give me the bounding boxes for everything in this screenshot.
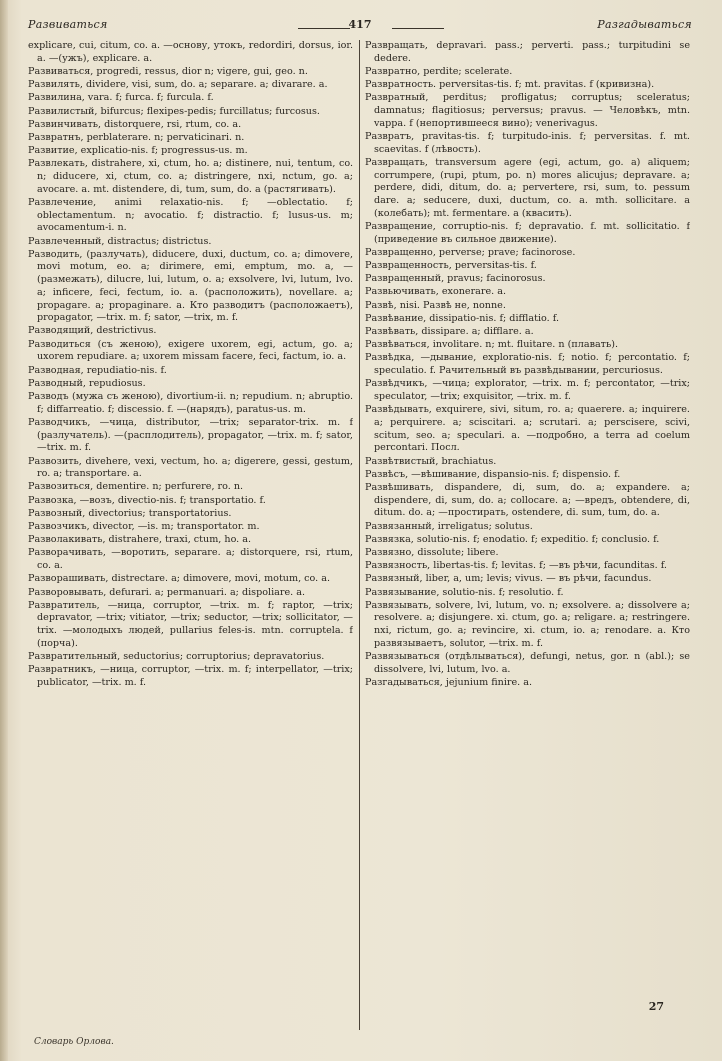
dictionary-entry: Развозка, —возъ, divectio-nis. f; transportatio. f. bbox=[28, 494, 266, 506]
sheet-number: 27 bbox=[648, 1000, 664, 1013]
dictionary-entry: Разводный, repudiosus. bbox=[28, 377, 146, 389]
dictionary-entry: Развлеченный, distractus; districtus. bbox=[28, 235, 212, 247]
dictionary-entry: Разводить, (разлучать), diducere, duxi, ductum, co. a; dimovere, movi motum, eo. a; dirimere, emi, emptum, mo. a, —(размежать), dilucre, lui, lutum, o. a; exsolvere, lvi, lutum, lvo. a; inficere, feci, fectum, io. a. (расположить), novellare. a; propagare. a; propaginare. a. Кто разводитъ (расположаетъ), propagator, —trix. m. f; sator, —trix, m. f. bbox=[28, 248, 353, 324]
dictionary-entry: Развилять, dividere, visi, sum, do. a; separare. a; divarare. a. bbox=[28, 79, 328, 91]
column-divider bbox=[359, 40, 360, 1030]
header-rule-right bbox=[392, 28, 444, 29]
page-header bbox=[28, 18, 692, 38]
dictionary-entry: Развязанный, irreligatus; solutus. bbox=[365, 520, 533, 532]
dictionary-entry: Развозиться, dementire. n; perfurere, ro. n. bbox=[28, 481, 244, 493]
dictionary-entry: Развѣваться, involitare. n; mt. fluitare. n (плавать). bbox=[365, 339, 619, 351]
dictionary-entry: Развозчикъ, divector, —is. m; transportator. m. bbox=[28, 521, 260, 533]
dictionary-entry: Развинчивать, distorquere, rsi, rtum, co. a. bbox=[28, 118, 242, 130]
dictionary-entry: Разводиться (съ женою), exigere uxorem, egi, actum, go. a; uxorem repudiare. a; uxorem missam facere, feci, factum, io. a. bbox=[28, 338, 353, 363]
dictionary-entry: Развратникъ, —ница, corruptor, —trix. m. f; interpellator, —trix; publicator, —trix. m. f. bbox=[28, 664, 353, 688]
left-column bbox=[28, 40, 353, 1019]
dictionary-entry: Развращать, depravari. pass.; perverti. pass.; turpitudini se dedere. bbox=[365, 40, 690, 64]
dictionary-entry: Развиваться, progredi, ressus, dior n; vigere, gui, geo. n. bbox=[28, 65, 308, 77]
dictionary-entry: Развращение, corruptio-nis. f; depravatio. f. mt. sollicitatio. f (приведение въ сильное движение). bbox=[365, 220, 690, 245]
dictionary-entry: Развитие, explicatio-nis. f; progressus-us. m. bbox=[28, 145, 248, 157]
dictionary-entry: Развращенность, perversitas-tis. f. bbox=[365, 259, 537, 271]
dictionary-entry: Развратность. perversitas-tis. f; mt. pravitas. f (кривизна). bbox=[365, 79, 655, 91]
dictionary-entry: Развращенный, pravus; facinorosus. bbox=[365, 273, 546, 285]
dictionary-entry: Развязывание, solutio-nis. f; resolutio. f. bbox=[365, 586, 564, 598]
dictionary-entry: Развлекать, distrahere, xi, ctum, ho. a; distinere, nui, tentum, co. n; diducere, xi, ctum, co. a; distringere, nxi, nctum, go. a; avocare. a. mt. distendere, di, tum, sum, do. a (растягивать). bbox=[28, 158, 353, 195]
dictionary-entry: Развязывать, solvere, lvi, lutum, vo. n; exsolvere. a; dissolvere a; resolvere. a; disjungere. xi. ctum, go. a; religare. a; restringere. nxi, rictum, go. a; revincire, xi. ctum, io. a; renodare. a. Кто развязываетъ, solutor, —trix. m. f. bbox=[365, 599, 690, 649]
dictionary-entry: Разволакивать, distrahere, traxi, ctum, ho. a. bbox=[28, 534, 252, 546]
dictionary-columns bbox=[28, 40, 692, 1019]
dictionary-entry: Развратъ, pravitas-tis. f; turpitudo-inis. f; perversitas. f. mt. scaevitas. f (лѣвость). bbox=[365, 130, 690, 155]
dictionary-entry: Развязный, liber, a, um; levis; vivus. — въ рѣчи, facundus. bbox=[365, 573, 652, 585]
dictionary-entry: Развилина, vara. f; furca. f; furcula. f. bbox=[28, 92, 214, 104]
dictionary-entry: Разводчикъ, —чица, distributor, —trix; separator-trix. m. f (разлучатель). —(расплодитель), propagator, —trix. m. f; sator, —trix. m. f. bbox=[28, 416, 353, 454]
header-left-word: Развиваться bbox=[28, 18, 108, 31]
dictionary-entry: explicare, cui, citum, co. a. —основу, утокъ, redordiri, dorsus, ior. a. —(ужъ), explicare. a. bbox=[28, 40, 353, 64]
dictionary-entry: Разводъ (мужа съ женою), divortium-ii. n; repudium. n; abruptio. f; diffarreatio. f; discessio. f. —(нарядъ), paratus-us. m. bbox=[28, 390, 353, 415]
dictionary-entry: Развѣшивать, dispandere, di, sum, do. a; expandere. a; dispendere, di, sum, do. a; collocare. a; —вредъ, obtendere, di, ditum. do. a; —простирать, ostendere, di. sum, tum, do. a. bbox=[365, 481, 690, 519]
dictionary-entry: Развлечение, animi relaxatio-nis. f; —oblectatio. f; oblectamentum. n; avocatio. f; distractio. f; lusus-us. m; avocamentum-i. n. bbox=[28, 196, 353, 234]
header-right-word: Разгадываться bbox=[597, 18, 692, 31]
dictionary-entry: Разводящий, destrictivus. bbox=[28, 325, 157, 337]
dictionary-entry: Развязка, solutio-nis. f; enodatio. f; expeditio. f; conclusio. f. bbox=[365, 533, 660, 545]
dictionary-entry: Разгадываться, jejunium finire. a. bbox=[365, 676, 533, 688]
dictionary-entry: Развозный, divectorius; transportatorius. bbox=[28, 507, 232, 519]
dictionary-entry: Развозить, divehere, vexi, vectum, ho. a; digerere, gessi, gestum, ro. a; transportare. a. bbox=[28, 455, 353, 480]
dictionary-entry: Развьючивать, exonerare. a. bbox=[365, 286, 507, 298]
dictionary-entry: Развязно, dissolute; libere. bbox=[365, 546, 499, 558]
dictionary-entry: Развращать, transversum agere (egi, actum, go. a) aliquem; corrumpere, (rupi, ptum, po. n) mores alicujus; depravare. a; perdere, didi, ditum, do. a; pervertere, rsi, sum, to. pessum dare. a; seducere, duxi, ductum, co. a. mth. sollicitare. a (колебать); mt. fermentare. a (квасить). bbox=[365, 156, 690, 219]
dictionary-entry: Развязность, libertas-tis. f; levitas. f; —въ рѣчи, facunditas. f. bbox=[365, 560, 667, 572]
dictionary-entry: Развѣдывать, exquirere, sivi, situm, ro. a; quaerere. a; inquirere. a; perquirere. a; sciscitari. a; scrutari. a; perscisere, scivi, scitum, seo. a; speculari. a. —подробно, a terra ad coelum percontari. Посл. bbox=[365, 404, 690, 454]
dictionary-entry: Развѣ, nisi. Развѣ не, nonne. bbox=[365, 299, 506, 311]
dictionary-entry: Развѣвание, dissipatio-nis. f; difflatio. f. bbox=[365, 312, 560, 324]
dictionary-entry: Развратитель, —ница, corruptor, —trix. m. f; raptor, —trix; depravator, —trix; vitiator, —trix; seductor, —trix; sollicitator, —trix. —молодыхъ людей, pullarius feles-is. mtn. corruptela. f (порча). bbox=[28, 599, 353, 649]
dictionary-entry: Разворашивать, distrectare. a; dimovere, movi, motum, co. a. bbox=[28, 573, 331, 585]
dictionary-entry: Развратно, perdite; scelerate. bbox=[365, 65, 513, 77]
page-number: 417 bbox=[348, 18, 372, 31]
dictionary-entry: Развилистый, bifurcus; flexipes-pedis; furcillatus; furcosus. bbox=[28, 105, 320, 117]
dictionary-entry: Развратительный, seductorius; corruptorius; depravatorius. bbox=[28, 651, 325, 663]
dictionary-entry: Развѣсъ, —вѣшивание, dispansio-nis. f; dispensio. f. bbox=[365, 468, 621, 480]
dictionary-entry: Развратный, perditus; profligatus; corruptus; sceleratus; damnatus; flagitiosus; perversus; pravus. — Человѣкъ, mtn. vappa. f (непортившееся вино); venerivagus. bbox=[365, 92, 690, 129]
dictionary-entry: Развращенно, perverse; prave; facinorose. bbox=[365, 246, 576, 258]
dictionary-entry: Развѣдчикъ, —чица; explorator, —trix. m. f; percontator, —trix; speculator, —trix; exquisitor, —trix. m. f. bbox=[365, 378, 690, 402]
dictionary-entry: Разворачивать, —воротить, separare. a; distorquere, rsi, rtum, co. a. bbox=[28, 547, 353, 572]
page-binding-shadow bbox=[0, 0, 8, 1061]
dictionary-entry: Развѣдка, —дывание, exploratio-nis. f; notio. f; percontatio. f; speculatio. f. Рачительный въ развѣдывании, percuriosus. bbox=[365, 352, 690, 377]
right-column bbox=[365, 40, 690, 1019]
dictionary-entry: Развѣвать, dissipare. a; difflare. a. bbox=[365, 325, 534, 337]
dictionary-entry: Развязываться (отдѣлываться), defungi, netus, gor. n (abl.); se dissolvere, lvi, lutum, lvo. a. bbox=[365, 651, 690, 675]
dictionary-entry: Развратнъ, perblaterare. n; pervaticinari. n. bbox=[28, 131, 245, 143]
dictionary-entry: Разводная, repudiatio-nis. f. bbox=[28, 364, 167, 376]
footer-signature: Словарь Орлова. bbox=[34, 1037, 114, 1047]
dictionary-entry: Развѣтвистый, brachiatus. bbox=[365, 455, 497, 467]
dictionary-entry: Разворовывать, defurari. a; permanuari. a; dispoliare. a. bbox=[28, 586, 305, 598]
